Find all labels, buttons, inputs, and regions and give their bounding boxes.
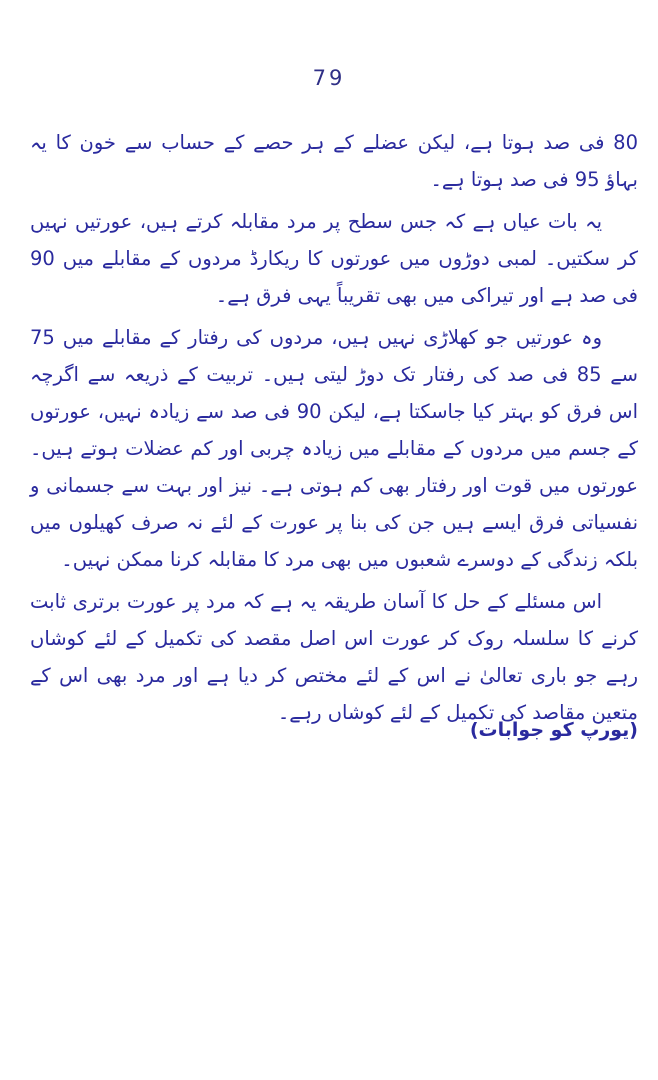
page-number: 79: [312, 66, 346, 90]
source-citation: (یورپ کو جوابات): [469, 719, 638, 741]
paragraph-4: اس مسئلے کے حل کا آسان طریقہ یہ ہے کہ مرد پر عورت برتری ثابت کرنے کا سلسلہ روک کر عورت اس اصل مقصد کی تکمیل کے لئے کوشاں رہے جو باری تعالیٰ نے اس کے لئے مختص کر دیا ہے اور مرد بھی اس کے متعین مقاصد کی تکمیل کے لئے کوشاں رہے۔: [30, 590, 638, 724]
article-body: [30, 124, 638, 736]
paragraph-2: یہ بات عیاں ہے کہ جس سطح پر مرد مقابلہ کرتے ہیں، عورتیں نہیں کر سکتیں۔ لمبی دوڑوں میں عورتوں کا ریکارڈ مردوں کے مقابلے میں 90 فی صد ہے اور تیراکی میں بھی تقریباً یہی فرق ہے۔: [30, 210, 638, 307]
paragraph-1: 80 فی صد ہوتا ہے، لیکن عضلے کے ہر حصے کے حساب سے خون کا یہ بہاؤ 95 فی صد ہوتا ہے۔: [30, 131, 638, 191]
paragraph-3: وہ عورتیں جو کھلاڑی نہیں ہیں، مردوں کی رفتار کے مقابلے میں 75 سے 85 فی صد کی رفتار تک دوڑ لیتی ہیں۔ تربیت کے ذریعہ سے اگرچہ اس فرق کو بہتر کیا جاسکتا ہے، لیکن 90 فی صد سے زیادہ نہیں، عورتوں کے جسم میں مردوں کے مقابلے میں زیادہ چربی اور کم عضلات ہوتے ہیں۔ عورتوں میں قوت اور رفتار بھی کم ہوتی ہے۔ نیز اور بہت سے جسمانی و نفسیاتی فرق ایسے ہیں جن کی بنا پر عورت کے لئے نہ صرف کھیلوں میں بلکہ زندگی کے دوسرے شعبوں میں بھی مرد کا مقابلہ کرنا ممکن نہیں۔: [30, 326, 639, 571]
